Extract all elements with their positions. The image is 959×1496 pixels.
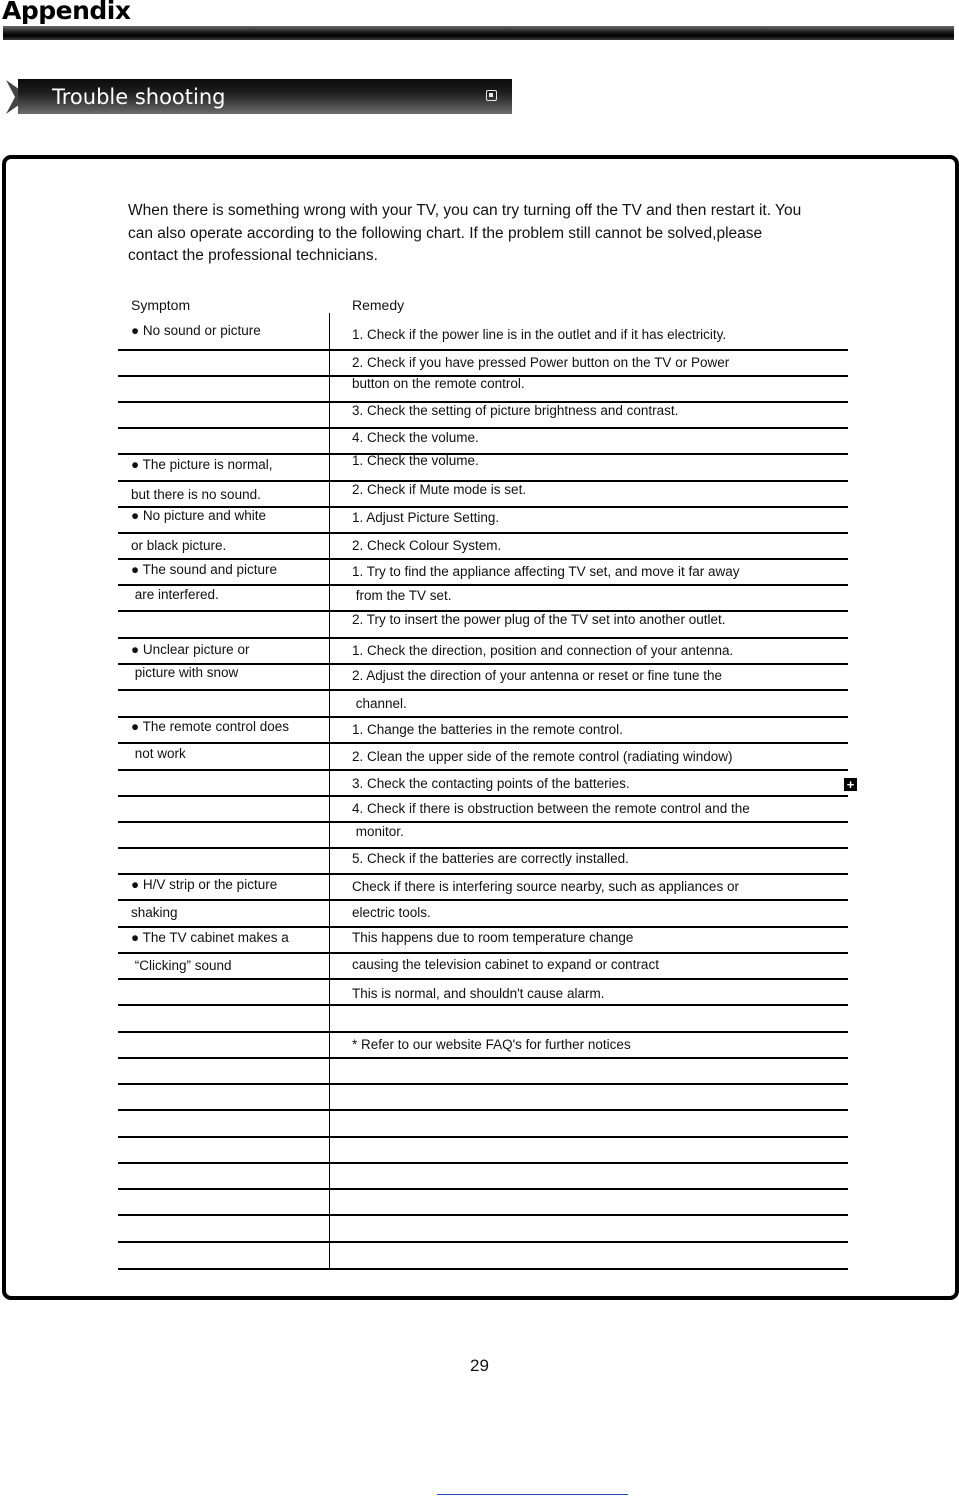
remedy-cell: 1. Adjust Picture Setting. [352,510,500,525]
remedy-cell: 5. Check if the batteries are correctly installed. [352,851,629,866]
row-rule [118,1188,848,1190]
symptom-cell: ● H/V strip or the picture [131,877,278,892]
symptom-cell: ● No sound or picture [131,323,261,338]
row-rule [118,1241,848,1243]
symptom-cell: ● The remote control does [131,719,289,734]
remedy-cell: 2. Clean the upper side of the remote control (radiating window) [352,749,733,764]
remedy-cell: This is normal, and shouldn't cause alarm. [352,986,605,1001]
page-number: 29 [470,1356,489,1375]
remedy-cell: 2. Check if Mute mode is set. [352,482,527,497]
remedy-cell: Check if there is interfering source nearby, such as appliances or [352,879,739,894]
intro-line: can also operate according to the following chart. If the problem still cannot be solved,please [128,224,763,242]
square-icon [486,90,497,101]
row-rule [118,689,848,691]
remedy-cell: 4. Check the volume. [352,430,479,445]
remedy-cell: This happens due to room temperature change [352,930,634,945]
row-rule [118,349,848,351]
row-rule [118,821,848,823]
remedy-cell: electric tools. [352,905,431,920]
remedy-cell: 1. Check the volume. [352,453,479,468]
symptom-header: Symptom [131,297,191,313]
remedy-cell: 3. Check the contacting points of the batteries. [352,776,630,791]
intro-line: When there is something wrong with your TV, you can try turning off the TV and then restart it. You [128,202,802,219]
row-rule [118,978,848,980]
symptom-cell: picture with snow [131,665,239,680]
row-rule [118,1268,848,1270]
symptom-cell: ● Unclear picture or [131,642,250,657]
subsection-title: Trouble shooting [52,85,226,109]
row-rule [118,584,848,586]
remedy-header: Remedy [352,297,405,313]
remedy-cell: 3. Check the setting of picture brightness and contrast. [352,403,679,418]
plus-icon: + [844,778,857,791]
row-rule [118,1031,848,1033]
symptom-cell: or black picture. [131,538,227,553]
symptom-cell: ● The sound and picture [131,562,278,577]
symptom-cell: “Clicking” sound [131,958,232,973]
row-rule [118,637,848,639]
row-rule [118,899,848,901]
symptom-cell: ● The TV cabinet makes a [131,930,289,945]
row-rule [118,742,848,744]
row-rule [118,427,848,429]
row-rule [118,769,848,771]
symptom-cell: not work [131,746,186,761]
symptom-cell: ● No picture and white [131,508,266,523]
section-title: Appendix [2,0,131,25]
symptom-cell: but there is no sound. [131,487,261,502]
remedy-cell: button on the remote control. [352,376,525,391]
row-rule [118,795,848,797]
row-rule [118,1162,848,1164]
remedy-cell: 4. Check if there is obstruction between the remote control and the [352,801,750,816]
remedy-cell: 1. Check if the power line is in the outlet and if it has electricity. [352,327,727,342]
symptom-cell: shaking [131,905,178,920]
footer-rule [437,1494,628,1495]
remedy-cell: 1. Change the batteries in the remote control. [352,722,623,737]
row-rule [118,873,848,875]
row-rule [118,1136,848,1138]
remedy-cell: 2. Check if you have pressed Power button on the TV or Power [352,355,730,370]
remedy-cell: from the TV set. [352,588,452,603]
title-rule [3,26,954,40]
symptom-cell: ● The picture is normal, [131,457,273,472]
column-divider [329,313,330,1269]
remedy-cell: * Refer to our website FAQ's for further notices [352,1037,631,1052]
remedy-cell: 2. Adjust the direction of your antenna or reset or fine tune the [352,668,722,683]
row-rule [118,1109,848,1111]
intro-paragraph [128,200,888,268]
row-rule [118,532,848,534]
remedy-cell: 1. Try to find the appliance affecting TV set, and move it far away [352,564,740,579]
row-rule [118,926,848,928]
remedy-cell: 2. Try to insert the power plug of the TV set into another outlet. [352,612,726,627]
row-rule [118,1214,848,1216]
row-rule [118,558,848,560]
row-rule [118,847,848,849]
remedy-cell: 1. Check the direction, position and connection of your antenna. [352,643,734,658]
row-rule [118,1083,848,1085]
intro-line: contact the professional technicians. [128,247,378,264]
remedy-cell: channel. [352,696,407,711]
row-rule [118,1004,848,1006]
symptom-cell: are interfered. [131,587,219,602]
row-rule [118,952,848,954]
row-rule [118,1057,848,1059]
remedy-cell: causing the television cabinet to expand or contract [352,957,659,972]
row-rule [118,716,848,718]
row-rule [118,453,848,455]
remedy-cell: monitor. [352,824,404,839]
remedy-cell: 2. Check Colour System. [352,538,502,553]
